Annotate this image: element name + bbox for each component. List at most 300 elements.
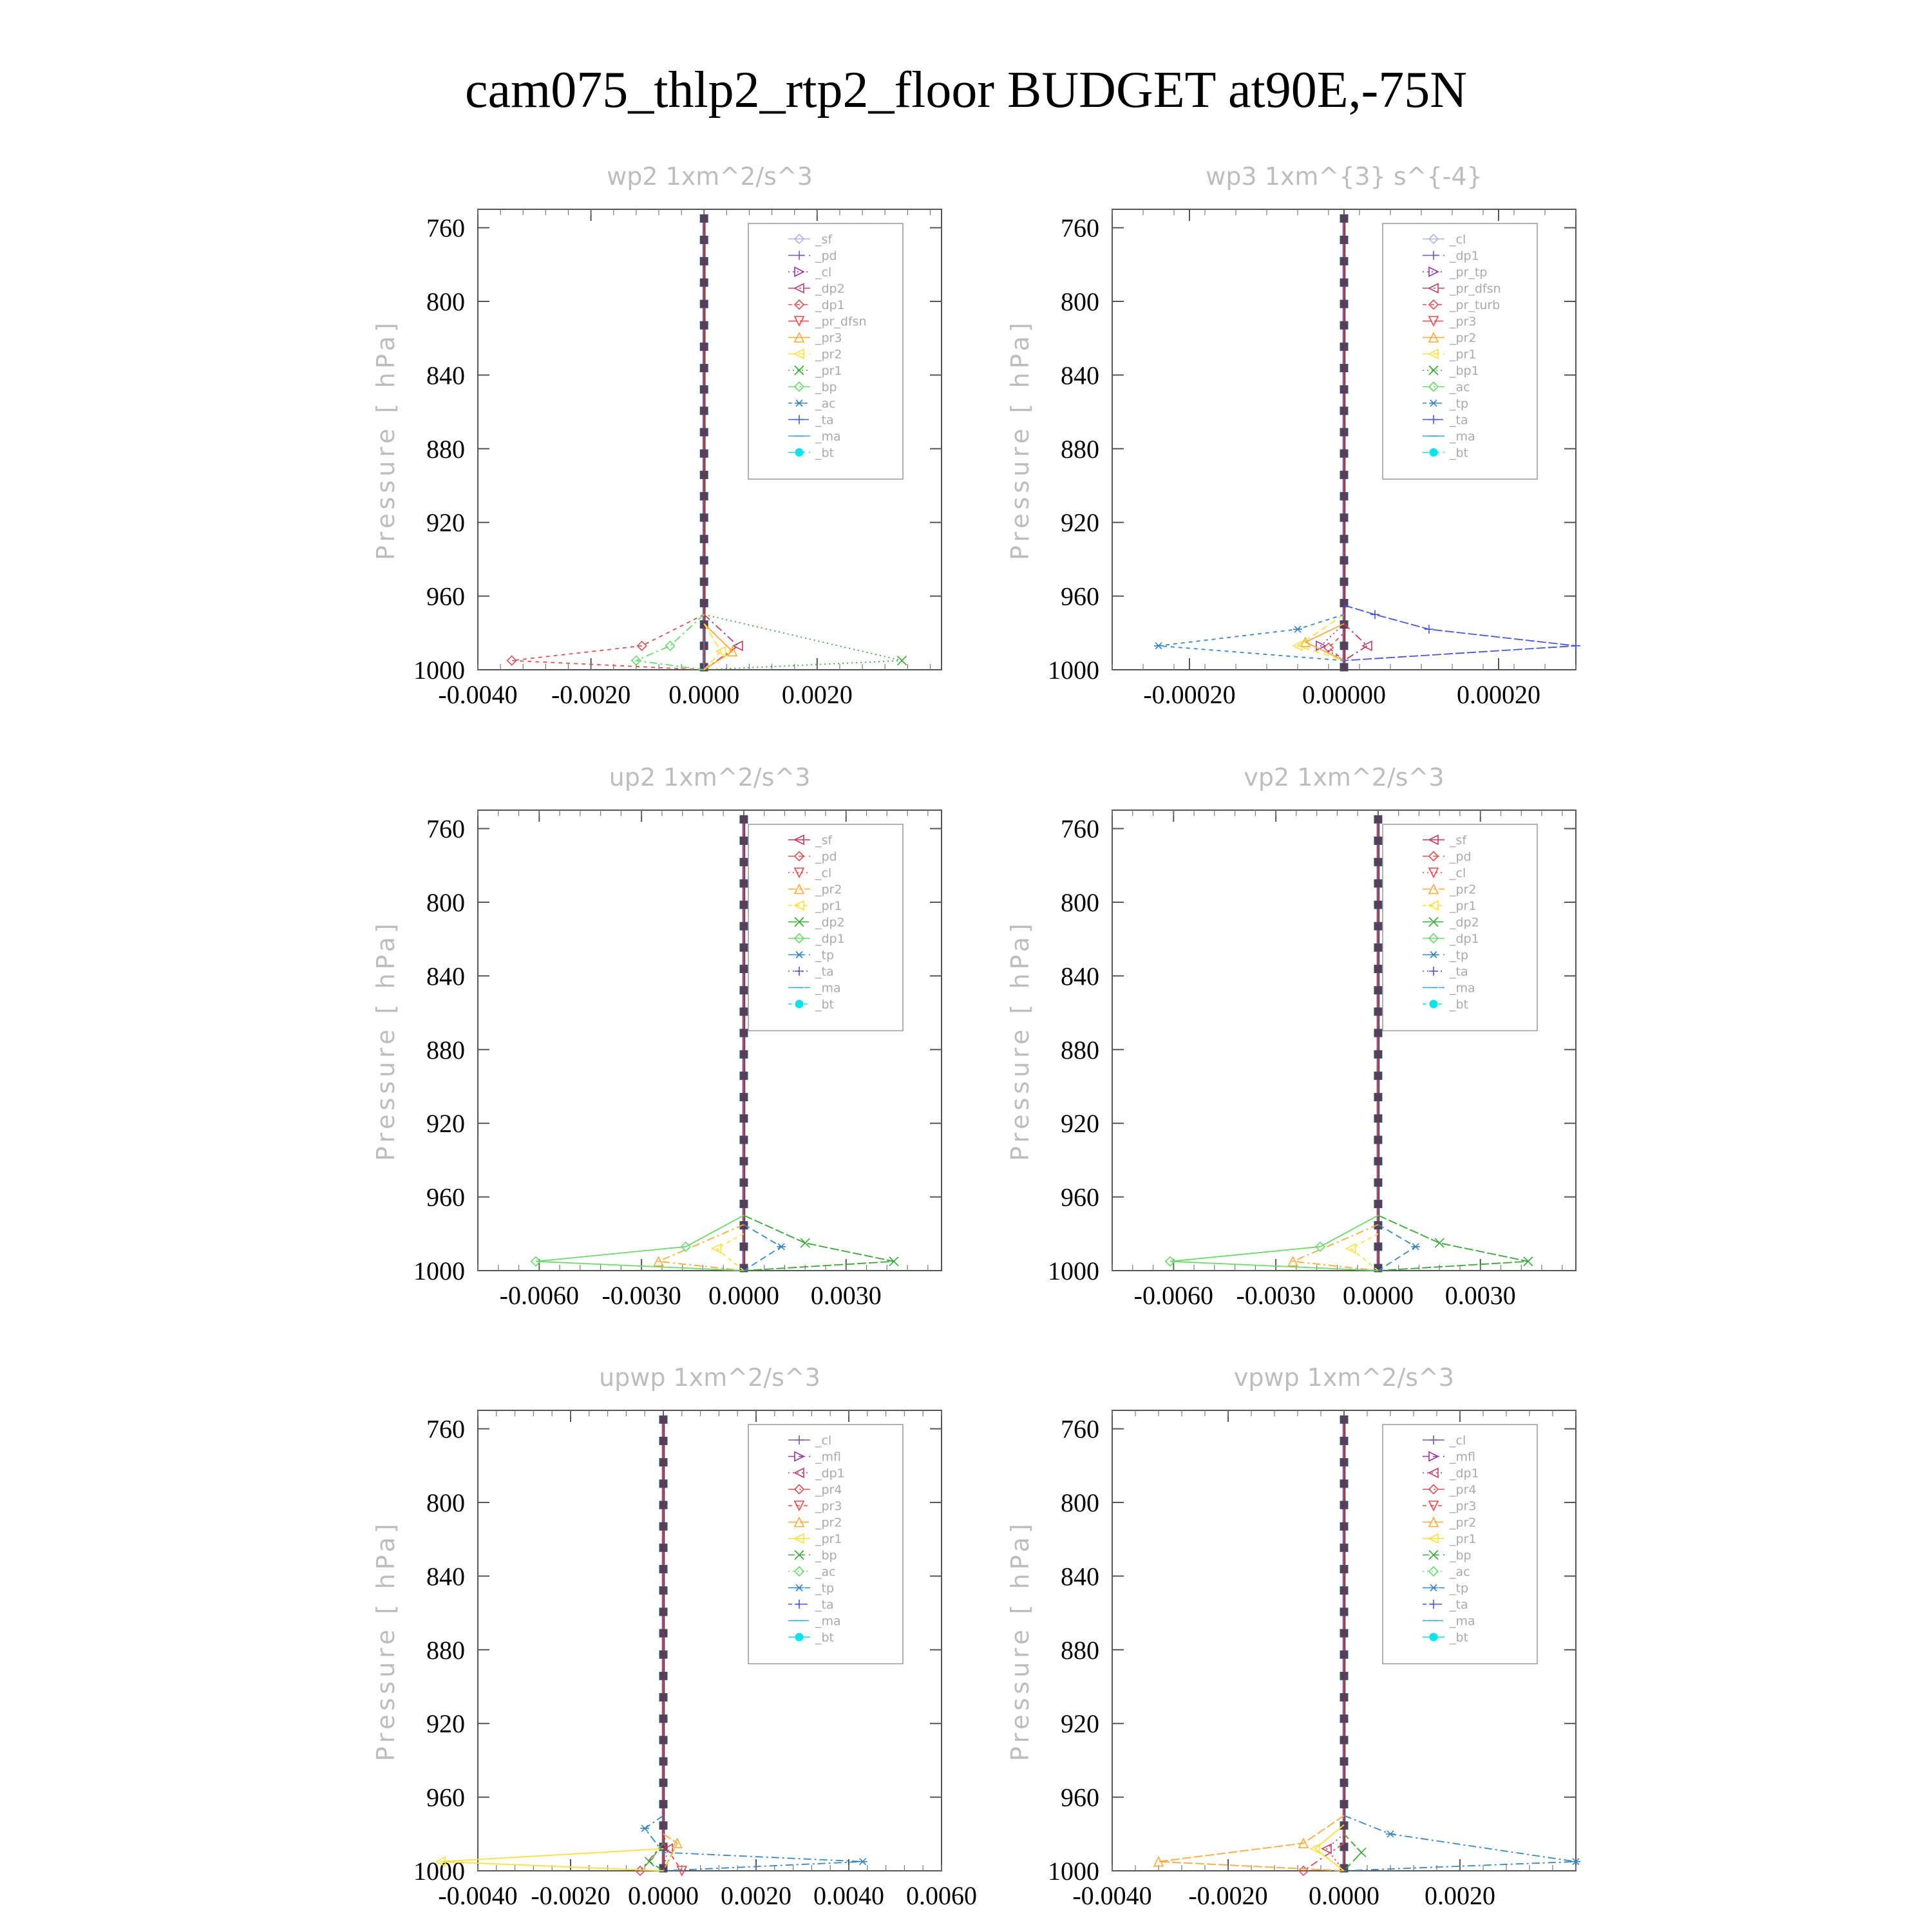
- level-marker: [1340, 321, 1348, 329]
- legend-label: _cl: [1450, 866, 1466, 880]
- level-marker: [1340, 214, 1348, 222]
- level-marker: [1340, 258, 1348, 265]
- level-marker: [1340, 300, 1348, 308]
- legend-label: _ma: [815, 981, 841, 996]
- level-marker: [1340, 1587, 1348, 1595]
- legend-label: _mfl: [1450, 1450, 1475, 1464]
- data-point-dp2: [800, 1238, 810, 1247]
- series-line-dp1: [536, 1215, 744, 1271]
- y-tick-label: 920: [1061, 508, 1099, 538]
- figure-title: cam075_thlp2_rtp2_floor BUDGET at90E,-75N: [464, 62, 1468, 118]
- legend-label: _pr2: [1450, 1515, 1477, 1530]
- legend-label: _pd: [815, 849, 837, 864]
- x-tick-label: 0.0000: [1342, 1281, 1414, 1310]
- level-marker: [740, 1243, 748, 1251]
- series-line-dp2: [744, 1215, 894, 1271]
- level-marker: [700, 300, 708, 308]
- data-point-dp2: [1524, 1257, 1533, 1266]
- legend-label: _bp1: [1450, 364, 1479, 378]
- legend-label: _pr3: [1450, 1499, 1477, 1513]
- legend-label: _pr1: [815, 1532, 842, 1546]
- level-marker: [1340, 279, 1348, 287]
- level-marker: [1340, 1651, 1348, 1658]
- legend-label: _dp2: [1450, 915, 1479, 930]
- data-point-tp: [1293, 626, 1302, 632]
- y-tick-label: 800: [426, 888, 465, 917]
- level-marker: [659, 1694, 667, 1701]
- x-tick-label: -0.0030: [601, 1281, 681, 1310]
- panel-title: vpwp 1xm^2/s^3: [1233, 1363, 1455, 1392]
- level-marker: [740, 987, 748, 994]
- y-tick-label: 960: [426, 582, 465, 611]
- y-axis-label: Pressure [ hPa]: [1006, 1520, 1034, 1761]
- level-marker: [1374, 943, 1382, 951]
- level-marker: [740, 815, 748, 823]
- x-tick-label: 0.0020: [1425, 1881, 1495, 1910]
- y-tick-label: 880: [426, 1035, 465, 1065]
- level-marker: [659, 1800, 667, 1808]
- y-tick-label: 840: [426, 361, 465, 390]
- legend-label: _pr2: [815, 347, 842, 362]
- level-marker: [1340, 450, 1348, 457]
- legend: [748, 824, 903, 1031]
- level-marker: [1340, 642, 1348, 650]
- panel-5: [372, 1363, 977, 1910]
- level-marker: [1374, 922, 1382, 930]
- legend-label: _pr3: [815, 331, 842, 345]
- y-tick-label: 760: [426, 213, 465, 243]
- data-point-tp: [1386, 1831, 1395, 1837]
- y-tick-label: 760: [1061, 213, 1099, 243]
- legend-label: _dp2: [815, 915, 845, 930]
- level-marker: [740, 1136, 748, 1144]
- level-marker: [1374, 1115, 1382, 1122]
- level-marker: [740, 1179, 748, 1186]
- panel-title: upwp 1xm^2/s^3: [599, 1363, 820, 1392]
- y-axis-label: Pressure [ hPa]: [372, 1520, 400, 1761]
- legend-label: _ta: [1450, 965, 1468, 979]
- legend-label: _sf: [815, 232, 833, 247]
- y-tick-label: 800: [1061, 1488, 1099, 1517]
- level-marker: [740, 1072, 748, 1079]
- level-marker: [659, 1715, 667, 1723]
- legend-label: _tp: [1450, 397, 1469, 411]
- level-marker: [700, 450, 708, 457]
- legend-label: _pr4: [1450, 1482, 1477, 1497]
- level-marker: [1340, 236, 1348, 243]
- level-marker: [1340, 1522, 1348, 1530]
- level-marker: [700, 321, 708, 329]
- series-line-dp2: [704, 614, 738, 670]
- level-marker: [1374, 837, 1382, 844]
- level-marker: [1340, 1629, 1348, 1637]
- y-tick-label: 960: [426, 1182, 465, 1212]
- level-marker: [659, 1608, 667, 1616]
- legend-label: _tp: [1450, 1581, 1469, 1596]
- series-line-ta: [1344, 605, 1576, 661]
- level-marker: [700, 471, 708, 478]
- level-marker: [1340, 1800, 1348, 1808]
- level-marker: [700, 599, 708, 607]
- level-marker: [700, 214, 708, 222]
- legend-label: _bt: [815, 998, 835, 1012]
- series-line-dp1: [1170, 1215, 1378, 1271]
- level-marker: [740, 1029, 748, 1037]
- level-marker: [700, 578, 708, 585]
- x-tick-label: 0.0030: [810, 1281, 882, 1310]
- legend-label: _pr1: [815, 364, 842, 378]
- legend-label: _sf: [815, 833, 833, 848]
- level-marker: [659, 1736, 667, 1744]
- level-marker: [1340, 428, 1348, 436]
- y-tick-label: 1000: [1048, 1857, 1099, 1886]
- x-tick-label: -0.0020: [1188, 1881, 1268, 1910]
- legend: [1383, 1425, 1537, 1664]
- data-point-bp: [645, 1857, 654, 1866]
- level-marker: [659, 1437, 667, 1444]
- level-marker: [659, 1779, 667, 1786]
- y-tick-label: 880: [1061, 1635, 1099, 1665]
- level-marker: [1340, 1416, 1348, 1423]
- y-axis-label: Pressure [ hPa]: [1006, 319, 1034, 560]
- level-marker: [659, 1522, 667, 1530]
- y-tick-label: 960: [1061, 1182, 1099, 1212]
- series-line-pr1: [704, 614, 902, 670]
- level-marker: [700, 493, 708, 500]
- level-marker: [740, 1094, 748, 1101]
- legend-label: _cl: [1450, 232, 1466, 247]
- y-tick-label: 1000: [413, 1256, 465, 1285]
- x-tick-label: 0.00000: [1302, 680, 1386, 709]
- legend-label: _tp: [815, 1581, 835, 1596]
- y-tick-label: 880: [426, 1635, 465, 1665]
- data-point-ta: [1571, 641, 1580, 650]
- y-tick-label: 960: [426, 1783, 465, 1812]
- x-tick-label: -0.0040: [438, 680, 518, 709]
- legend-label: _ta: [1450, 413, 1468, 428]
- x-tick-label: -0.0040: [438, 1881, 518, 1910]
- level-marker: [1374, 1094, 1382, 1101]
- level-marker: [740, 837, 748, 844]
- legend-label: _ma: [1450, 1614, 1475, 1629]
- y-axis-label: Pressure [ hPa]: [372, 319, 400, 560]
- legend-label: _pr2: [815, 882, 842, 897]
- legend-label: _pr2: [1450, 882, 1477, 897]
- level-marker: [659, 1672, 667, 1680]
- level-marker: [1374, 1243, 1382, 1251]
- legend-marker: [795, 1000, 803, 1008]
- legend-label: _mfl: [815, 1450, 841, 1464]
- panel-1: [372, 162, 942, 709]
- level-marker: [1340, 1608, 1348, 1616]
- level-marker: [659, 1587, 667, 1595]
- level-marker: [740, 943, 748, 951]
- level-marker: [1340, 556, 1348, 564]
- y-tick-label: 1000: [1048, 656, 1099, 685]
- level-marker: [1374, 987, 1382, 994]
- legend-label: _ma: [815, 430, 841, 444]
- x-tick-label: -0.0020: [531, 1881, 611, 1910]
- legend-label: _dp1: [815, 932, 845, 946]
- level-marker: [740, 922, 748, 930]
- level-marker: [1374, 1179, 1382, 1186]
- level-marker: [1340, 1459, 1348, 1466]
- level-marker: [700, 279, 708, 287]
- y-tick-label: 920: [1061, 1109, 1099, 1139]
- x-tick-label: 0.0040: [813, 1881, 884, 1910]
- level-marker: [1340, 1715, 1348, 1723]
- level-marker: [659, 1544, 667, 1551]
- legend-label: _ta: [815, 413, 834, 428]
- level-marker: [740, 880, 748, 887]
- level-marker: [1340, 1672, 1348, 1680]
- legend-label: _ta: [815, 965, 834, 979]
- legend-label: _ac: [815, 1565, 836, 1579]
- legend: [1383, 223, 1537, 479]
- legend-label: _pr3: [815, 1499, 842, 1513]
- level-marker: [1374, 815, 1382, 823]
- level-marker: [740, 1157, 748, 1165]
- y-tick-label: 920: [426, 508, 465, 538]
- y-tick-label: 840: [1061, 1562, 1099, 1591]
- y-tick-label: 880: [1061, 434, 1099, 464]
- x-tick-label: 0.0000: [628, 1881, 699, 1910]
- level-marker: [659, 1629, 667, 1637]
- x-tick-label: 0.0020: [781, 680, 853, 709]
- legend-label: _dp1: [1450, 932, 1479, 946]
- legend-label: _dp1: [1450, 249, 1479, 263]
- legend-label: _pr1: [1450, 899, 1477, 913]
- level-marker: [1340, 1501, 1348, 1509]
- level-marker: [1340, 343, 1348, 350]
- level-marker: [700, 535, 708, 543]
- y-tick-label: 800: [1061, 287, 1099, 316]
- legend-marker: [795, 1633, 803, 1641]
- level-marker: [740, 1050, 748, 1058]
- legend-label: _cl: [1450, 1434, 1466, 1448]
- level-marker: [659, 1480, 667, 1488]
- y-tick-label: 880: [426, 434, 465, 464]
- level-marker: [1374, 1050, 1382, 1058]
- legend-label: _pr_dfsn: [1450, 281, 1501, 296]
- legend-label: _ac: [815, 397, 836, 411]
- legend-label: _bt: [1450, 446, 1469, 460]
- level-marker: [740, 858, 748, 866]
- level-marker: [659, 1757, 667, 1765]
- level-marker: [700, 428, 708, 436]
- x-tick-label: 0.0020: [721, 1881, 791, 1910]
- y-tick-label: 800: [1061, 888, 1099, 917]
- y-tick-label: 960: [1061, 582, 1099, 611]
- x-tick-label: 0.0000: [668, 680, 740, 709]
- y-tick-label: 760: [1061, 814, 1099, 844]
- level-marker: [1340, 1843, 1348, 1851]
- y-tick-label: 840: [426, 1562, 465, 1591]
- series-line-dp1: [512, 614, 705, 670]
- data-point-ta: [1425, 625, 1434, 634]
- panel-4: [1006, 763, 1576, 1310]
- y-tick-label: 920: [426, 1709, 465, 1739]
- level-marker: [700, 386, 708, 393]
- legend-marker: [795, 449, 803, 457]
- legend-label: _pd: [1450, 849, 1472, 864]
- series-line-bp: [636, 614, 704, 670]
- y-tick-label: 1000: [1048, 1256, 1099, 1285]
- y-tick-label: 840: [426, 961, 465, 991]
- legend-label: _tp: [1450, 948, 1469, 963]
- y-tick-label: 880: [1061, 1035, 1099, 1065]
- legend-label: _bp: [815, 1548, 837, 1563]
- data-point-bp: [1357, 1848, 1366, 1857]
- legend: [748, 223, 903, 479]
- level-marker: [659, 1566, 667, 1573]
- series-line-tp: [744, 1225, 781, 1271]
- panel-title: wp3 1xm^{3} s^{-4}: [1206, 162, 1482, 191]
- level-marker: [1340, 535, 1348, 543]
- level-marker: [740, 901, 748, 909]
- x-tick-label: -0.00020: [1143, 680, 1236, 709]
- y-tick-label: 800: [426, 1488, 465, 1517]
- level-marker: [1340, 1757, 1348, 1765]
- level-marker: [1340, 1544, 1348, 1551]
- level-marker: [1374, 858, 1382, 866]
- legend-label: _ac: [1450, 1565, 1470, 1579]
- legend-label: _ta: [1450, 1598, 1468, 1612]
- level-marker: [700, 258, 708, 265]
- level-marker: [659, 1416, 667, 1423]
- legend-label: _cl: [815, 866, 832, 880]
- legend-label: _ta: [815, 1598, 834, 1612]
- panel-title: wp2 1xm^2/s^3: [607, 162, 813, 191]
- level-marker: [1340, 578, 1348, 585]
- level-marker: [1340, 1736, 1348, 1744]
- data-point-tp: [1154, 643, 1163, 649]
- level-marker: [700, 514, 708, 522]
- x-tick-label: -0.0040: [1072, 1881, 1152, 1910]
- legend-label: _pr1: [1450, 347, 1477, 362]
- legend-marker: [1430, 1633, 1437, 1641]
- level-marker: [1374, 965, 1382, 973]
- legend-label: _dp1: [815, 298, 845, 312]
- panel-3: [372, 763, 942, 1310]
- panel-title: vp2 1xm^2/s^3: [1244, 763, 1444, 791]
- x-tick-label: -0.0030: [1236, 1281, 1316, 1310]
- legend-label: _ma: [815, 1614, 841, 1629]
- x-tick-label: 0.0060: [906, 1881, 977, 1910]
- y-axis-label: Pressure [ hPa]: [372, 920, 400, 1161]
- x-tick-label: 0.0000: [708, 1281, 779, 1310]
- x-tick-label: -0.0060: [1133, 1281, 1213, 1310]
- level-marker: [1340, 1694, 1348, 1701]
- legend-label: _sf: [1450, 833, 1467, 848]
- legend-marker: [1430, 1000, 1437, 1008]
- level-marker: [659, 1651, 667, 1658]
- x-tick-label: 0.00020: [1457, 680, 1540, 709]
- legend-label: _pr_dfsn: [815, 314, 867, 329]
- legend-label: _dp2: [815, 281, 845, 296]
- legend-label: _pr2: [1450, 331, 1477, 345]
- x-tick-label: 0.0000: [1309, 1881, 1379, 1910]
- y-axis-label: Pressure [ hPa]: [1006, 920, 1034, 1161]
- legend-label: _pr1: [1450, 1532, 1477, 1546]
- level-marker: [700, 343, 708, 350]
- legend-label: _pr3: [1450, 314, 1477, 329]
- data-point-pr1: [898, 656, 907, 665]
- level-marker: [1340, 365, 1348, 372]
- data-point-dp2: [734, 641, 743, 650]
- y-tick-label: 1000: [413, 656, 465, 685]
- legend-label: _pr_tp: [1450, 265, 1488, 279]
- level-marker: [1340, 386, 1348, 393]
- data-point-ta: [1370, 610, 1379, 619]
- panel-6: [1006, 1363, 1580, 1910]
- legend: [1383, 824, 1537, 1031]
- legend-label: _bp: [1450, 1548, 1472, 1563]
- level-marker: [659, 1822, 667, 1830]
- data-point-dp2: [1435, 1238, 1444, 1247]
- y-tick-label: 1000: [413, 1857, 465, 1886]
- legend-label: _cl: [815, 1434, 832, 1448]
- level-marker: [700, 556, 708, 564]
- level-marker: [1340, 407, 1348, 415]
- level-marker: [740, 1008, 748, 1016]
- legend-label: _bt: [815, 446, 835, 460]
- level-marker: [659, 1501, 667, 1509]
- y-tick-label: 920: [426, 1109, 465, 1139]
- level-marker: [1340, 1566, 1348, 1573]
- data-point-bp: [666, 641, 675, 650]
- level-marker: [1340, 663, 1348, 671]
- x-tick-label: -0.0020: [551, 680, 631, 709]
- y-tick-label: 960: [1061, 1783, 1099, 1812]
- level-marker: [1374, 1200, 1382, 1208]
- level-marker: [700, 236, 708, 243]
- legend-marker: [1430, 449, 1437, 457]
- x-tick-label: -0.0060: [499, 1281, 579, 1310]
- level-marker: [740, 1115, 748, 1122]
- level-marker: [1340, 493, 1348, 500]
- level-marker: [700, 407, 708, 415]
- legend-label: _cl: [815, 265, 832, 279]
- y-tick-label: 920: [1061, 1709, 1099, 1739]
- level-marker: [1340, 1437, 1348, 1444]
- level-marker: [1340, 1480, 1348, 1488]
- level-marker: [1374, 1072, 1382, 1079]
- level-marker: [1340, 471, 1348, 478]
- series-line-tp: [1378, 1225, 1416, 1271]
- legend-label: _pr2: [815, 1515, 842, 1530]
- level-marker: [1374, 1008, 1382, 1016]
- legend: [748, 1425, 903, 1664]
- level-marker: [740, 1200, 748, 1208]
- legend-label: _dp1: [815, 1466, 845, 1481]
- legend-label: _ma: [1450, 981, 1475, 996]
- y-tick-label: 760: [1061, 1414, 1099, 1444]
- level-marker: [1374, 1136, 1382, 1144]
- x-tick-label: 0.0030: [1444, 1281, 1516, 1310]
- data-point-tp: [858, 1859, 867, 1865]
- panel-2: [1006, 162, 1580, 709]
- panel-title: up2 1xm^2/s^3: [609, 763, 811, 791]
- legend-label: _tp: [815, 948, 835, 963]
- legend-label: _pd: [815, 249, 837, 263]
- data-point-dp2: [889, 1257, 898, 1266]
- level-marker: [700, 365, 708, 372]
- y-tick-label: 840: [1061, 961, 1099, 991]
- level-marker: [659, 1459, 667, 1466]
- y-tick-label: 840: [1061, 361, 1099, 390]
- level-marker: [1340, 1779, 1348, 1786]
